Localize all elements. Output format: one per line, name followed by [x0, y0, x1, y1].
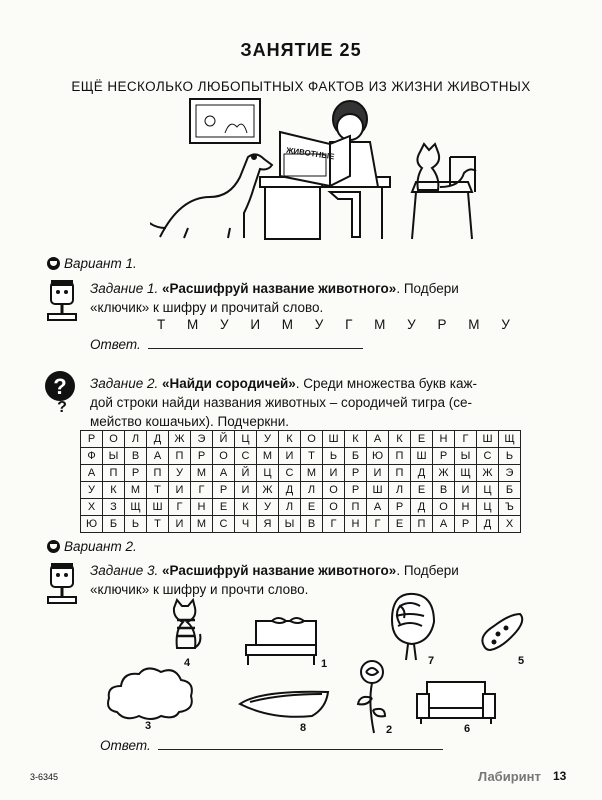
grid-cell[interactable]: К: [389, 431, 411, 448]
grid-cell[interactable]: Р: [455, 516, 477, 533]
picture-number: 5: [518, 655, 525, 667]
cat-icon: [168, 598, 202, 656]
grid-cell[interactable]: К: [235, 499, 257, 516]
grid-cell[interactable]: Л: [301, 482, 323, 499]
grid-cell[interactable]: Л: [279, 499, 301, 516]
variant-2-heading: [47, 539, 137, 554]
grid-cell[interactable]: В: [433, 482, 455, 499]
grid-cell[interactable]: Н: [455, 499, 477, 516]
grid-cell[interactable]: И: [323, 465, 345, 482]
grid-cell[interactable]: Ъ: [499, 499, 521, 516]
grid-cell[interactable]: Е: [411, 431, 433, 448]
book-icon: [280, 132, 350, 186]
grid-cell[interactable]: Ц: [235, 431, 257, 448]
grid-cell[interactable]: Э: [191, 431, 213, 448]
task-1-text-line2: «ключик» к шифру и прочитай слово.: [90, 300, 324, 315]
grid-cell[interactable]: Р: [345, 465, 367, 482]
grid-row: [81, 431, 521, 448]
grid-cell[interactable]: С: [213, 516, 235, 533]
grid-cell[interactable]: Щ: [499, 431, 521, 448]
grid-cell[interactable]: Д: [147, 431, 169, 448]
grid-cell[interactable]: Т: [147, 516, 169, 533]
grid-cell[interactable]: М: [257, 448, 279, 465]
grid-cell[interactable]: Р: [81, 431, 103, 448]
grid-cell[interactable]: А: [433, 516, 455, 533]
letter-grid: [80, 430, 521, 533]
task-1-answer-row: [90, 336, 363, 352]
task-1-answer-label: Ответ.: [90, 337, 141, 352]
grid-cell[interactable]: С: [279, 465, 301, 482]
cucumber-icon: [478, 610, 528, 654]
grid-cell[interactable]: Г: [455, 431, 477, 448]
task-3-answer-label: Ответ.: [100, 738, 151, 753]
grid-cell[interactable]: У: [257, 499, 279, 516]
grid-cell[interactable]: Ц: [477, 499, 499, 516]
grid-cell[interactable]: Х: [499, 516, 521, 533]
grid-cell[interactable]: М: [301, 465, 323, 482]
task-3-text-line1: . Подбери: [396, 563, 459, 578]
grid-cell[interactable]: Ж: [169, 431, 191, 448]
lesson-subtitle: ЕЩЁ НЕСКОЛЬКО ЛЮБОПЫТНЫХ ФАКТОВ ИЗ ЖИЗНИ ЖИВОТНЫХ: [71, 79, 531, 94]
grid-cell[interactable]: Д: [477, 516, 499, 533]
grid-cell[interactable]: Н: [433, 431, 455, 448]
grid-cell[interactable]: Р: [125, 465, 147, 482]
grid-row: [81, 499, 521, 516]
grid-cell[interactable]: Г: [367, 516, 389, 533]
grid-cell[interactable]: Е: [389, 516, 411, 533]
grid-cell[interactable]: А: [367, 499, 389, 516]
grid-cell[interactable]: Ш: [477, 431, 499, 448]
task-2-prefix: Задание 2.: [90, 376, 159, 391]
grid-cell[interactable]: В: [125, 448, 147, 465]
grid-cell[interactable]: П: [169, 448, 191, 465]
footer-watermark: Лабиринт: [478, 769, 541, 784]
grid-cell[interactable]: Ц: [477, 482, 499, 499]
grid-cell[interactable]: Л: [125, 431, 147, 448]
task-1-cipher: Т М У И М У Г М У Р М У: [157, 317, 519, 332]
grid-row: [81, 482, 521, 499]
picture-number: 4: [184, 657, 191, 669]
page-number: 13: [553, 769, 567, 783]
task-3-text: [90, 561, 560, 599]
grid-cell[interactable]: У: [257, 431, 279, 448]
task-2-text-line1: . Среди множества букв каж-: [295, 376, 478, 391]
svg-text:?: ?: [57, 399, 67, 414]
grid-cell[interactable]: С: [235, 448, 257, 465]
footer-code: 3-6345: [30, 772, 59, 782]
bed-icon: [242, 611, 320, 669]
grid-cell[interactable]: К: [279, 431, 301, 448]
grid-cell[interactable]: Д: [411, 465, 433, 482]
grid-cell[interactable]: Л: [389, 482, 411, 499]
grid-cell[interactable]: Ж: [257, 482, 279, 499]
picture-number: 6: [464, 723, 471, 735]
variant-1-heading: [47, 256, 137, 271]
grid-row: [81, 516, 521, 533]
grid-cell[interactable]: Г: [191, 482, 213, 499]
grid-cell[interactable]: Н: [345, 516, 367, 533]
grid-cell[interactable]: Ь: [323, 448, 345, 465]
grid-cell[interactable]: Е: [411, 482, 433, 499]
task-3-name: «Расшифруй название животного»: [161, 563, 397, 578]
grid-cell[interactable]: Ю: [367, 448, 389, 465]
grid-cell[interactable]: У: [169, 465, 191, 482]
grid-cell[interactable]: О: [323, 482, 345, 499]
rose-icon: [355, 658, 389, 736]
grid-cell[interactable]: Ж: [433, 465, 455, 482]
picture-number: 7: [428, 655, 435, 667]
task-2-text-line3: мейство кошачьих). Подчеркни.: [90, 414, 289, 429]
grid-cell[interactable]: И: [169, 482, 191, 499]
grid-cell[interactable]: П: [103, 465, 125, 482]
grid-cell[interactable]: О: [433, 499, 455, 516]
cloud-icon: [103, 664, 199, 724]
grid-cell[interactable]: У: [81, 482, 103, 499]
grid-cell[interactable]: М: [125, 482, 147, 499]
grid-cell[interactable]: О: [213, 448, 235, 465]
grid-cell[interactable]: И: [455, 482, 477, 499]
task-1-text-line1: . Подбери: [396, 281, 459, 296]
grid-cell[interactable]: И: [367, 465, 389, 482]
sofa-icon: [415, 678, 497, 728]
grid-cell[interactable]: В: [301, 516, 323, 533]
grid-cell[interactable]: Й: [235, 465, 257, 482]
task-1-name: «Расшифруй название животного»: [161, 281, 397, 296]
task-3-prefix: Задание 3.: [90, 563, 159, 578]
variant-2-label: Вариант 2.: [64, 539, 137, 554]
grid-cell[interactable]: Ш: [147, 499, 169, 516]
grid-cell[interactable]: Ы: [279, 516, 301, 533]
grid-cell[interactable]: К: [345, 431, 367, 448]
grid-cell[interactable]: П: [389, 448, 411, 465]
grid-cell[interactable]: Г: [323, 516, 345, 533]
task-2-text-line2: дой строки найди названия животных – сородичей тигра (се-: [90, 395, 473, 410]
grid-cell[interactable]: О: [103, 431, 125, 448]
grid-cell[interactable]: Р: [389, 499, 411, 516]
task-2-name: «Найди сородичей»: [161, 376, 296, 391]
boy-reading-illustration: [150, 97, 500, 247]
grid-cell[interactable]: Ш: [323, 431, 345, 448]
task-3-answer-row: [100, 737, 443, 753]
grid-cell[interactable]: Ы: [103, 448, 125, 465]
grid-row: [81, 465, 521, 482]
grid-cell[interactable]: Я: [257, 516, 279, 533]
grid-cell[interactable]: А: [367, 431, 389, 448]
grid-cell[interactable]: Д: [411, 499, 433, 516]
grid-cell[interactable]: Щ: [125, 499, 147, 516]
grid-cell[interactable]: Ь: [499, 448, 521, 465]
question-head-icon: [40, 368, 80, 414]
grid-cell[interactable]: А: [81, 465, 103, 482]
grid-cell[interactable]: Ш: [367, 482, 389, 499]
book-title: ЖИВОТНЫЕ: [285, 145, 336, 162]
dog-icon: [150, 154, 272, 238]
picture-number: 1: [321, 658, 328, 670]
grid-cell[interactable]: Р: [345, 482, 367, 499]
grid-cell[interactable]: Ь: [125, 516, 147, 533]
task-1-text: [90, 279, 560, 317]
task-2-text: [90, 374, 560, 431]
grid-cell[interactable]: И: [235, 482, 257, 499]
grid-cell[interactable]: П: [411, 516, 433, 533]
grid-cell[interactable]: Е: [301, 499, 323, 516]
grid-cell[interactable]: А: [213, 465, 235, 482]
grid-cell[interactable]: С: [477, 448, 499, 465]
grid-cell[interactable]: Ч: [235, 516, 257, 533]
task-1-answer-line[interactable]: [148, 336, 363, 349]
grid-cell[interactable]: Р: [191, 448, 213, 465]
grid-cell[interactable]: П: [389, 465, 411, 482]
grid-cell[interactable]: Т: [147, 482, 169, 499]
svg-text:?: ?: [53, 374, 67, 399]
grid-cell[interactable]: М: [191, 465, 213, 482]
grid-cell[interactable]: П: [147, 465, 169, 482]
picture-number: 3: [145, 720, 152, 732]
boat-icon: [236, 686, 332, 722]
cat-on-chair-icon: [417, 144, 476, 190]
grid-cell[interactable]: П: [345, 499, 367, 516]
grid-cell[interactable]: Д: [279, 482, 301, 499]
grid-cell[interactable]: Э: [499, 465, 521, 482]
variant-marker-icon: [47, 257, 60, 270]
pencil-figure-icon: [45, 561, 79, 605]
grid-cell[interactable]: Й: [213, 431, 235, 448]
grid-cell[interactable]: Б: [103, 516, 125, 533]
wall-picture-icon: [190, 99, 260, 143]
grid-cell[interactable]: О: [323, 499, 345, 516]
grid-cell[interactable]: И: [169, 516, 191, 533]
task-3-text-line2: «ключик» к шифру и прочти слово.: [90, 582, 309, 597]
grid-cell[interactable]: Н: [191, 499, 213, 516]
grid-cell[interactable]: К: [103, 482, 125, 499]
grid-cell[interactable]: Ю: [81, 516, 103, 533]
grid-cell[interactable]: Е: [213, 499, 235, 516]
grid-cell[interactable]: Ф: [81, 448, 103, 465]
task-1-prefix: Задание 1.: [90, 281, 159, 296]
grid-cell[interactable]: Ш: [411, 448, 433, 465]
lesson-title: ЗАНЯТИЕ 25: [240, 40, 362, 60]
picture-number: 2: [386, 724, 393, 736]
grid-cell[interactable]: Ы: [455, 448, 477, 465]
grid-row: [81, 448, 521, 465]
variant-marker-icon: [47, 540, 60, 553]
grid-cell[interactable]: А: [147, 448, 169, 465]
grid-cell[interactable]: Р: [213, 482, 235, 499]
grid-cell[interactable]: И: [279, 448, 301, 465]
grid-cell[interactable]: Щ: [455, 465, 477, 482]
picture-number: 8: [300, 722, 307, 734]
grid-cell[interactable]: Ж: [477, 465, 499, 482]
grid-cell[interactable]: Б: [345, 448, 367, 465]
variant-1-label: Вариант 1.: [64, 256, 137, 271]
grid-cell[interactable]: Ц: [257, 465, 279, 482]
grid-cell[interactable]: Т: [301, 448, 323, 465]
grid-cell[interactable]: М: [191, 516, 213, 533]
grid-cell[interactable]: О: [301, 431, 323, 448]
grid-cell[interactable]: Р: [433, 448, 455, 465]
grid-cell[interactable]: Г: [169, 499, 191, 516]
grid-cell[interactable]: З: [103, 499, 125, 516]
grid-cell[interactable]: Б: [499, 482, 521, 499]
task-3-answer-line[interactable]: [158, 737, 443, 750]
pencil-figure-icon: [45, 278, 79, 322]
grid-cell[interactable]: Х: [81, 499, 103, 516]
